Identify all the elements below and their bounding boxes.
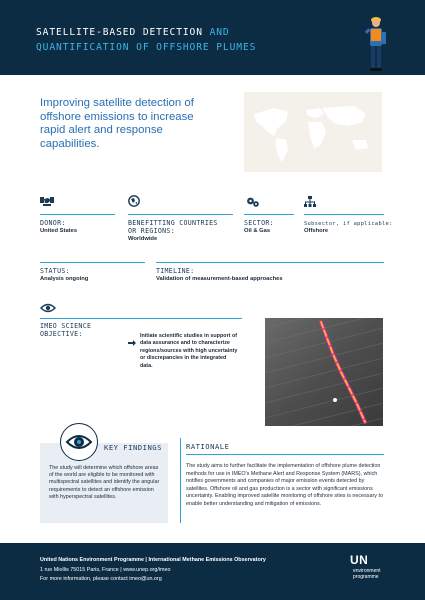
key-findings-eye-icon xyxy=(60,423,98,461)
hierarchy-icon xyxy=(304,196,316,208)
unep-logo-line2: programme xyxy=(353,573,379,580)
divider-timeline xyxy=(156,262,384,263)
countries-label-line2: OR REGIONS: xyxy=(128,227,175,235)
title-line2-blue: QUANTIFICATION OF OFFSHORE PLUMES xyxy=(36,42,257,53)
unep-logo-mark: UN xyxy=(350,553,369,567)
satellite-plume-image xyxy=(265,318,383,426)
subsector-value: Offshore xyxy=(304,228,329,234)
title-line1-blue: AND xyxy=(209,27,230,38)
unep-logo xyxy=(348,553,393,589)
gears-icon xyxy=(246,196,260,208)
eye-icon xyxy=(40,303,56,313)
countries-value: Worldwide xyxy=(128,236,158,242)
lead-statement: Improving satellite detection of offshore emissions to increase rapid alert and response capabilities. xyxy=(40,97,194,150)
objective-text: Initiate scientific studies in support of data assurance and to characterize regions/sources with high uncertainty or discrepancies in the integrated data. xyxy=(140,333,238,369)
handshake-icon xyxy=(40,196,54,207)
timeline-value: Validation of measurement-based approaches xyxy=(156,276,283,282)
status-label: STATUS: xyxy=(40,267,70,275)
footer-address: 1 rue Miollis 75015 Paris, France | www.unep.org/imeo xyxy=(40,567,171,573)
unep-logo-line1: environment xyxy=(353,568,381,574)
worker-illustration xyxy=(362,14,390,74)
title-line1-white: SATELLITE-BASED DETECTION xyxy=(36,27,210,38)
rationale-underline xyxy=(186,454,384,455)
unep-logo-text xyxy=(353,569,381,580)
countries-label-line1: BENEFITTING COUNTRIES xyxy=(128,219,218,227)
divider-objective xyxy=(40,318,242,319)
arrow-right-icon xyxy=(128,333,136,339)
key-findings-text: The study will determine which offshore areas of the world are eligible to be monitored with multispectral satellites and identify the angular requirements to detect an offshore emission with hyperspectral satellites. xyxy=(49,465,160,500)
divider-subsector xyxy=(304,214,384,215)
subsector-label: Subsector, if applicable: xyxy=(304,221,393,227)
divider-countries xyxy=(128,214,233,215)
rationale-title: RATIONALE xyxy=(186,442,230,451)
header-banner xyxy=(0,0,425,75)
donor-label: DONOR: xyxy=(40,219,66,227)
objective-label-line1: IMEO SCIENCE xyxy=(40,322,92,330)
sector-label: SECTOR: xyxy=(244,219,274,227)
objective-label-line2: OBJECTIVE: xyxy=(40,330,83,338)
divider-status xyxy=(40,262,145,263)
footer-org: United Nations Environment Programme | International Methane Emissions Observatory xyxy=(40,557,266,563)
rationale-divider xyxy=(180,438,181,523)
rationale-text: The study aims to further facilitate the implementation of offshore plume detection methods for use in IMEO's Methane Alert and Response System (MARS), which notifies governments and companies of major emission events detected by satellites. Offshore oil and gas production is a sector with significant emissions uncertainty. Enabling improved satellite monitoring of offshore sites is necessary to enable better understanding and mitigation of emissions. xyxy=(186,463,383,507)
donor-value: United States xyxy=(40,228,78,234)
key-findings-title: KEY FINDINGS xyxy=(104,443,162,452)
sector-value: Oil & Gas xyxy=(244,228,271,234)
divider-donor xyxy=(40,214,115,215)
timeline-label: TIMELINE: xyxy=(156,267,195,275)
status-value: Analysis ongoing xyxy=(40,276,89,282)
footer xyxy=(0,543,425,600)
world-map xyxy=(244,92,382,172)
divider-sector xyxy=(244,214,294,215)
document-title xyxy=(36,25,356,55)
globe-icon xyxy=(128,195,140,207)
footer-contact: For more information, please contact imeo@un.org xyxy=(40,576,162,582)
